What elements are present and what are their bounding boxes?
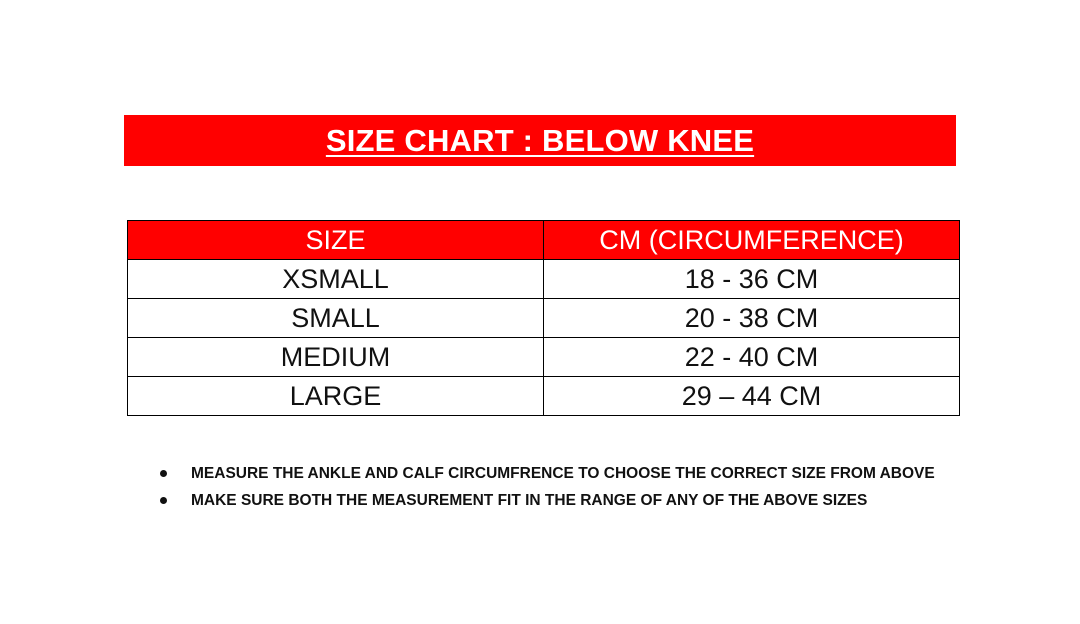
table-row <box>128 260 960 299</box>
note-text: MAKE SURE BOTH THE MEASUREMENT FIT IN THE RANGE OF ANY OF THE ABOVE SIZES <box>191 491 868 509</box>
bullet-icon <box>160 470 167 477</box>
title-banner <box>124 115 956 166</box>
notes-list <box>160 460 935 514</box>
size-cell: MEDIUM <box>128 338 544 377</box>
table-row <box>128 299 960 338</box>
note-text: MEASURE THE ANKLE AND CALF CIRCUMFRENCE TO CHOOSE THE CORRECT SIZE FROM ABOVE <box>191 464 935 482</box>
page-title: SIZE CHART : BELOW KNEE <box>325 122 755 158</box>
table-row <box>128 377 960 416</box>
table-header-row <box>128 221 960 260</box>
bullet-icon <box>160 497 167 504</box>
header-circumference: CM (CIRCUMFERENCE) <box>544 221 960 260</box>
size-cell: XSMALL <box>128 260 544 299</box>
table-row <box>128 338 960 377</box>
size-cell: LARGE <box>128 377 544 416</box>
size-chart-table <box>127 220 960 416</box>
circumference-cell: 20 - 38 CM <box>544 299 960 338</box>
circumference-cell: 29 – 44 CM <box>544 377 960 416</box>
circumference-cell: 22 - 40 CM <box>544 338 960 377</box>
header-size: SIZE <box>128 221 544 260</box>
size-cell: SMALL <box>128 299 544 338</box>
circumference-cell: 18 - 36 CM <box>544 260 960 299</box>
list-item <box>160 460 935 487</box>
list-item <box>160 487 935 514</box>
